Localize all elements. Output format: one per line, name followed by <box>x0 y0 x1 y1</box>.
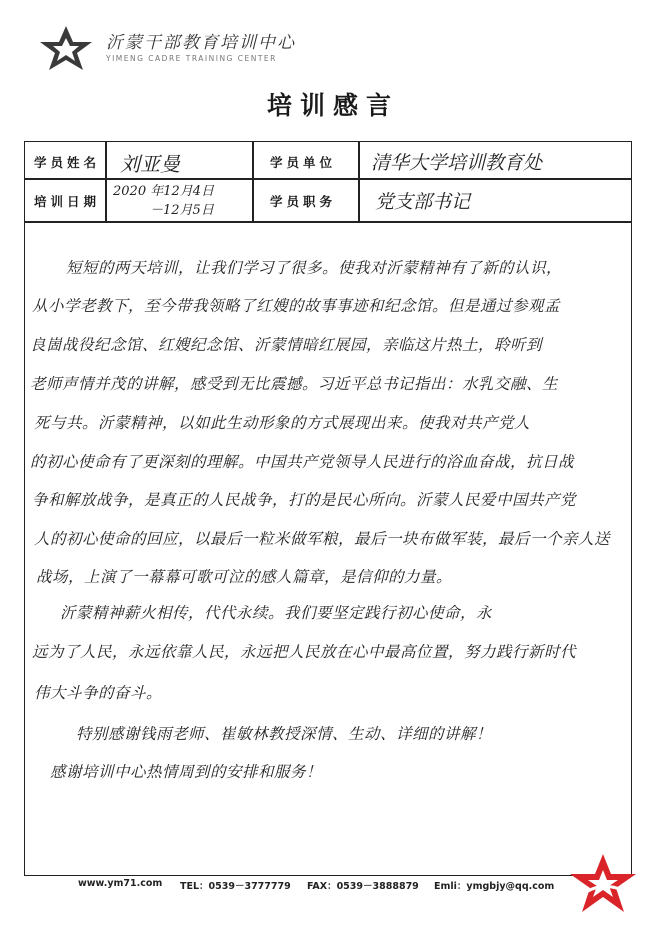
date-from: 2020 年12月4日 <box>113 184 215 199</box>
position-label: 学员职务 <box>270 194 337 209</box>
unit-label: 学员单位 <box>270 155 337 170</box>
footer-website: www.ym71.com <box>78 878 163 889</box>
name-value: 刘亚曼 <box>120 152 180 176</box>
testimonial-line: 特别感谢钱雨老师、崔敏林教授深情、生动、详细的讲解！ <box>76 725 493 743</box>
testimonial-line: 沂蒙精神薪火相传，代代永续。我们要坚定践行初心使命，永 <box>60 604 493 622</box>
position-value: 党支部书记 <box>375 191 471 213</box>
testimonial-line: 伟大斗争的奋斗。 <box>34 684 163 702</box>
date-label: 培训日期 <box>34 194 101 209</box>
testimonial-line: 感谢培训中心热情周到的安排和服务！ <box>50 763 323 781</box>
testimonial-line: 短短的两天培训，让我们学习了很多。使我对沂蒙精神有了新的认识， <box>66 259 563 277</box>
org-name-en: YIMENG CADRE TRAINING CENTER <box>106 54 277 63</box>
testimonial-line: 的初心使命有了更深刻的理解。中国共产党领导人民进行的浴血奋战，抗日战 <box>30 453 575 471</box>
testimonial-line: 争和解放战争，是真正的人民战争，打的是民心所向。沂蒙人民爱中国共产党 <box>32 491 577 509</box>
testimonial-line: 死与共。沂蒙精神，以如此生动形象的方式展现出来。使我对共产党人 <box>34 414 531 432</box>
testimonial-line: 良崮战役纪念馆、红嫂纪念馆、沂蒙情暗红展园，亲临这片热土，聆听到 <box>30 336 543 354</box>
testimonial-line: 老师声情并茂的讲解，感受到无比震撼。习近平总书记指出：水乳交融、生 <box>30 375 559 393</box>
footer-tel: TEL：0539－3777779 <box>180 881 291 892</box>
testimonial-line: 战场，上演了一幕幕可歌可泣的感人篇章，是信仰的力量。 <box>36 568 453 586</box>
red-star-logo-icon <box>566 852 640 914</box>
name-label: 学员姓名 <box>34 155 101 170</box>
star-logo-icon <box>34 24 98 72</box>
testimonial-line: 远为了人民，永远依靠人民，永远把人民放在心中最高位置，努力践行新时代 <box>32 643 577 661</box>
footer-fax: FAX：0539－3888879 <box>307 881 419 892</box>
testimonial-line: 人的初心使命的回应，以最后一粒米做军粮，最后一块布做军装，最后一个亲人送 <box>34 530 611 548</box>
page-title: 培训感言 <box>266 91 399 120</box>
testimonial-line: 从小学老教下，至今带我领略了红嫂的故事事迹和纪念馆。但是通过参观孟 <box>32 297 561 315</box>
unit-value: 清华大学培训教育处 <box>371 152 543 174</box>
date-to: －12月5日 <box>150 203 214 218</box>
footer-email: Emli：ymgbjy@qq.com <box>434 881 555 892</box>
org-name: 沂蒙干部教育培训中心 <box>106 33 296 53</box>
